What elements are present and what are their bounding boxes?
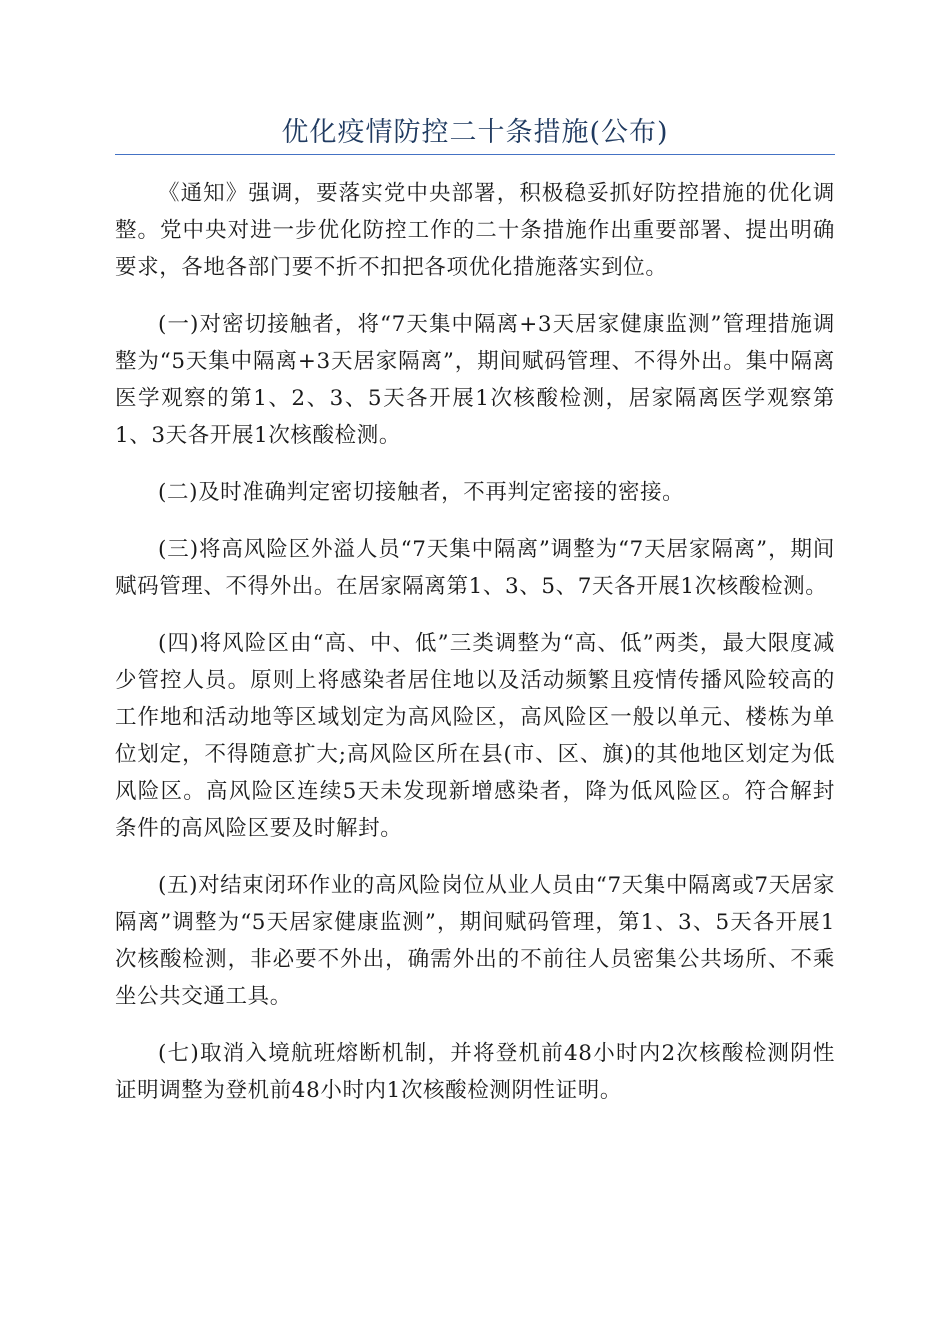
document-title: 优化疫情防控二十条措施(公布) xyxy=(281,117,669,148)
document-body xyxy=(115,175,835,1129)
title-underline xyxy=(115,154,835,155)
paragraph-measure-2: (二)及时准确判定密切接触者，不再判定密接的密接。 xyxy=(158,480,685,505)
paragraph-measure-4: (四)将风险区由“高、中、低”三类调整为“高、低”两类，最大限度减少管控人员。原则上将感染者居住地以及活动频繁且疫情传播风险较高的工作地和活动地等区域划定为高风险区，高风险区一般以单元、楼栋为单位划定，不得随意扩大;高风险区所在县(市、区、旗)的其他地区划定为低风险区。高风险区连续5天未发现新增感染者，降为低风险区。符合解封条件的高风险区要及时解封。 xyxy=(115,631,835,841)
paragraph-measure-3: (三)将高风险区外溢人员“7天集中隔离”调整为“7天居家隔离”，期间赋码管理、不得外出。在居家隔离第1、3、5、7天各开展1次核酸检测。 xyxy=(115,537,835,599)
paragraph-measure-7: (七)取消入境航班熔断机制，并将登机前48小时内2次核酸检测阴性证明调整为登机前48小时内1次核酸检测阴性证明。 xyxy=(115,1041,835,1103)
paragraph-measure-5: (五)对结束闭环作业的高风险岗位从业人员由“7天集中隔离或7天居家隔离”调整为“5天居家健康监测”，期间赋码管理，第1、3、5天各开展1次核酸检测，非必要不外出，确需外出的不前往人员密集公共场所、不乘坐公共交通工具。 xyxy=(115,873,835,1009)
paragraph-measure-1: (一)对密切接触者，将“7天集中隔离+3天居家健康监测”管理措施调整为“5天集中隔离+3天居家隔离”，期间赋码管理、不得外出。集中隔离医学观察的第1、2、3、5天各开展1次核酸检测，居家隔离医学观察第1、3天各开展1次核酸检测。 xyxy=(115,312,835,448)
paragraph-intro: 《通知》强调，要落实党中央部署，积极稳妥抓好防控措施的优化调整。党中央对进一步优化防控工作的二十条措施作出重要部署、提出明确要求，各地各部门要不折不扣把各项优化措施落实到位。 xyxy=(115,181,835,280)
